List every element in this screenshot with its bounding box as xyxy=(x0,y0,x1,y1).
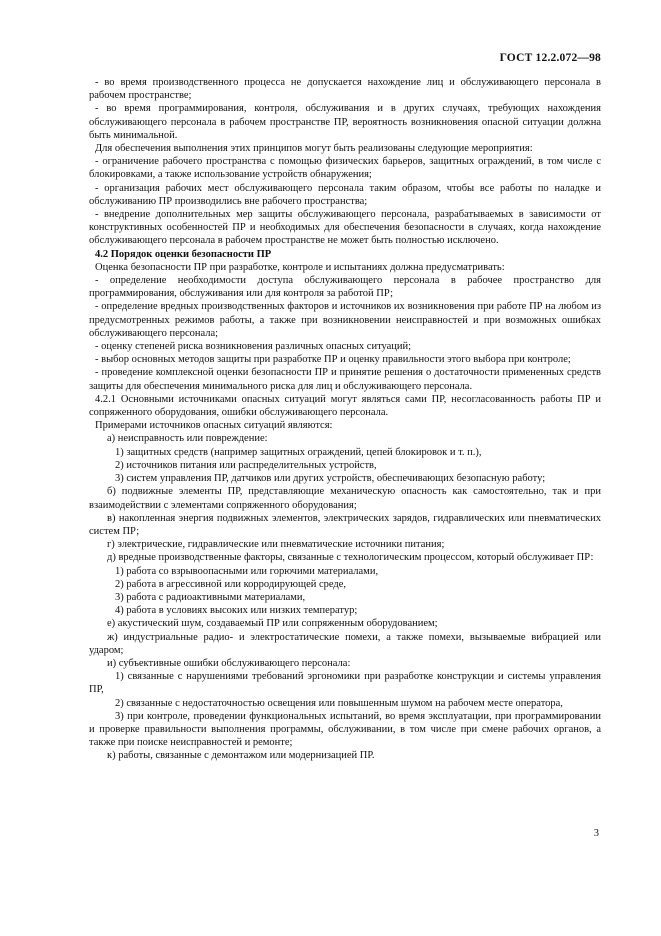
paragraph: и) субъективные ошибки обслуживающего персонала: xyxy=(107,657,351,669)
paragraph: к) работы, связанные с демонтажом или модернизацией ПР. xyxy=(107,750,375,762)
paragraph: 1) связанные с нарушениями требований эргономики при разработке конструкции и системы управления ПР, xyxy=(89,671,601,696)
paragraph: 1) защитных средств (например защитных ограждений, цепей блокировок и т. п.), xyxy=(115,446,482,458)
document-id-header: ГОСТ 12.2.072—98 xyxy=(499,52,601,64)
paragraph: 2) источников питания или распределительных устройств, xyxy=(115,459,377,471)
paragraph: г) электрические, гидравлические или пневматические источники питания; xyxy=(107,539,445,551)
paragraph: 3) при контроле, проведении функциональных испытаний, во время эксплуатации, при программировании и проверке правильности выполнения программы, обслуживании, в том числе при смене рабочих органов, а также при поиске неисправностей и ремонте; xyxy=(89,710,601,749)
paragraph: - организация рабочих мест обслуживающего персонала таким образом, чтобы все работы по наладке и обслуживанию ПР производились вне рабочего пространства; xyxy=(89,182,601,207)
paragraph: 4) работа в условиях высоких или низких температур; xyxy=(115,605,358,617)
paragraph: - определение вредных производственных факторов и источников их возникновения при работе ПР на любом из предусмотренных режимов работы, а также при возникновении неисправностей и при возможных ошибках обслуживающего персонала; xyxy=(89,301,601,339)
paragraph: б) подвижные элементы ПР, представляющие механическую опасность как самостоятельно, так и при взаимодействии с элементами сопряженного оборудования; xyxy=(89,486,601,511)
paragraph: - во время производственного процесса не допускается нахождение лиц и обслуживающего персонала в рабочем пространстве; xyxy=(89,77,601,102)
paragraph: - внедрение дополнительных мер защиты обслуживающего персонала, разрабатываемых в зависимости от конструктивных особенностей ПР и необходимых для обеспечения безопасности в случаях, когда нахождение обслуживающего персонала в рабочем пространстве не может быть полностью исключено. xyxy=(89,209,601,247)
paragraph: Оценка безопасности ПР при разработке, контроле и испытаниях должна предусматривать: xyxy=(95,261,505,273)
paragraph: в) накопленная энергия подвижных элементов, электрических зарядов, гидравлических или пневматических систем ПР; xyxy=(89,512,601,537)
paragraph: 2) работа в агрессивной или корродирующей среде, xyxy=(115,578,347,590)
paragraph: 3) работа с радиоактивными материалами, xyxy=(115,591,306,603)
paragraph: е) акустический шум, создаваемый ПР или сопряженным оборудованием; xyxy=(107,618,438,630)
paragraph: - определение необходимости доступа обслуживающего персонала в рабочее пространство для программирования, обслуживания или для контроля за работой ПР; xyxy=(89,275,601,300)
paragraph: ж) индустриальные радио- и электростатические помехи, а также помехи, вызываемые вибрацией или ударом; xyxy=(89,631,601,656)
paragraph: 3) систем управления ПР, датчиков или других устройств, обеспечивающих безопасную работу; xyxy=(115,473,546,485)
paragraph: Для обеспечения выполнения этих принципов могут быть реализованы следующие мероприятия: xyxy=(95,143,533,155)
paragraph: 1) работа со взрывоопасными или горючими материалами, xyxy=(115,565,379,577)
paragraph: а) неисправность или повреждение: xyxy=(107,433,268,445)
paragraph: - выбор основных методов защиты при разработке ПР и оценку правильности этого выбора при контроле; xyxy=(95,354,571,366)
paragraph: д) вредные производственные факторы, связанные с технологическим процессом, который обслуживает ПР: xyxy=(107,552,594,564)
paragraph: - проведение комплексной оценки безопасности ПР и принятие решения о достаточности примененных средств защиты для обеспечения минимального риска для лиц и обслуживающего персонала. xyxy=(89,367,601,392)
paragraph: - ограничение рабочего пространства с помощью физических барьеров, защитных ограждений, в том числе с блокировками, а также использование устройств обнаружения; xyxy=(89,156,601,181)
paragraph: 4.2.1 Основными источниками опасных ситуаций могут являться сами ПР, несогласованность работы ПР и сопряженного оборудования, ошибки обслуживающего персонала. xyxy=(89,393,601,419)
paragraph: - оценку степеней риска возникновения различных опасных ситуаций; xyxy=(95,341,412,353)
paragraph: - во время программирования, контроля, обслуживания и в других случаях, требующих нахождения обслуживающего персонала в рабочем пространстве ПР, вероятность возникновения опасной ситуации должна быть минимальной. xyxy=(89,103,601,141)
page-number: 3 xyxy=(593,828,599,839)
paragraph: Примерами источников опасных ситуаций являются: xyxy=(95,420,333,432)
paragraph: 2) связанные с недостаточностью освещения или повышенным шумом на рабочем месте оператора, xyxy=(115,697,563,709)
section-heading: 4.2 Порядок оценки безопасности ПР xyxy=(95,248,272,260)
document-body xyxy=(89,76,601,763)
